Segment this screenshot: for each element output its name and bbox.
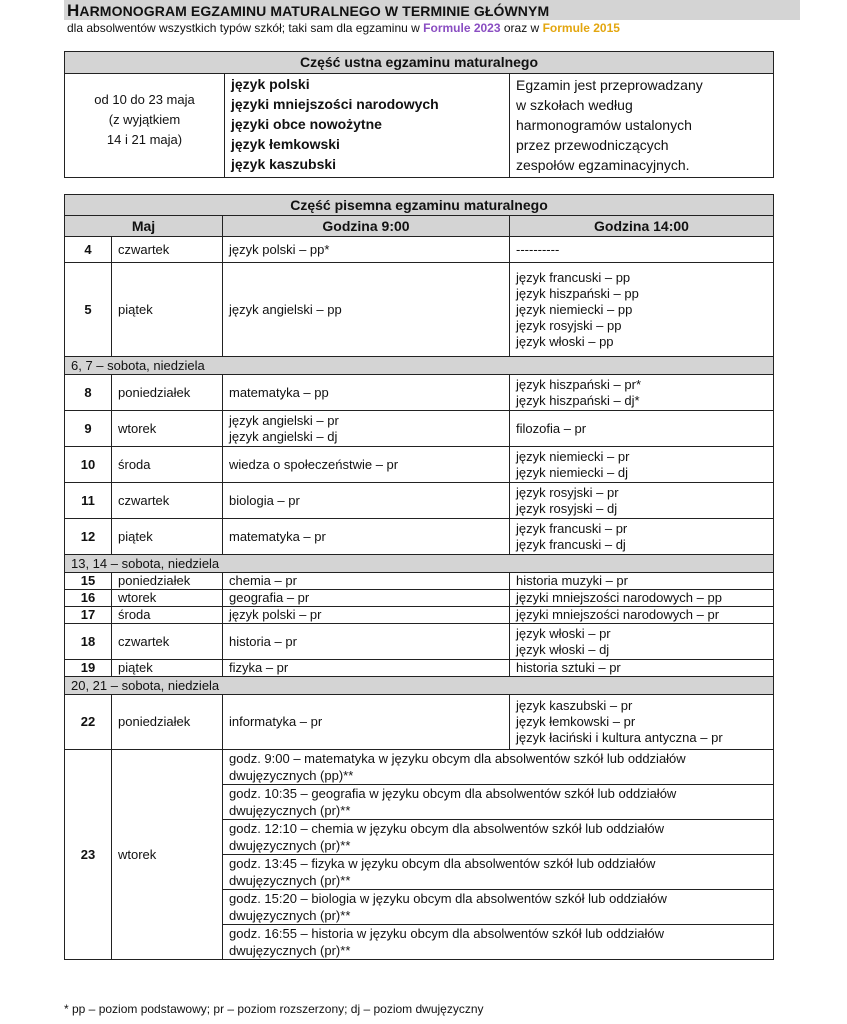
oral-note-line: w szkołach według (516, 97, 633, 113)
bilingual-exam-line: dwujęzycznych (pr)** (229, 943, 351, 958)
exam-entry: chemia – pr (229, 573, 297, 588)
morning-exams (223, 375, 510, 411)
exam-entry: język angielski – pr (229, 412, 339, 428)
bilingual-exam-line: dwujęzycznych (pr)** (229, 873, 351, 888)
col-month-header: Maj (65, 216, 223, 237)
bilingual-exam-line: godz. 12:10 – chemia w języku obcym dla absolwentów szkół lub oddziałów (229, 821, 665, 836)
bilingual-exam-line: godz. 15:20 – biologia w języku obcym dla absolwentów szkół lub oddziałów (229, 891, 667, 906)
exam-entry: język niemiecki – pp (516, 301, 633, 317)
exam-entry: historia – pr (229, 633, 297, 649)
exam-entry: język polski – pr (229, 607, 322, 622)
weekday: poniedziałek (112, 695, 223, 750)
weekend-row: 13, 14 – sobota, niedziela (65, 555, 774, 573)
oral-note-line: przez przewodniczących (516, 137, 669, 153)
bilingual-exam-line: godz. 13:45 – fizyka w języku obcym dla absolwentów szkół lub oddziałów (229, 856, 656, 871)
afternoon-exams (510, 624, 774, 660)
formula-2015-label: Formule 2015 (542, 21, 620, 35)
weekend-row: 6, 7 – sobota, niedziela (65, 357, 774, 375)
exam-entry: informatyka – pr (229, 714, 323, 729)
col-14-header: Godzina 14:00 (510, 216, 774, 237)
footnote: * pp – poziom podstawowy; pr – poziom rozszerzony; dj – poziom dwujęzyczny (64, 1002, 484, 1016)
exam-entry: geografia – pr (229, 590, 310, 605)
exam-entry: filozofia – pr (516, 420, 587, 436)
day-number: 10 (65, 447, 112, 483)
afternoon-exams (510, 411, 774, 447)
bilingual-exam-line: dwujęzycznych (pp)** (229, 768, 354, 783)
weekday: środa (112, 607, 223, 624)
day-number: 9 (65, 411, 112, 447)
schedule-row (65, 607, 774, 624)
exam-entry: język francuski – dj (516, 536, 626, 552)
afternoon-exams (510, 263, 774, 357)
bilingual-exam-entry (223, 855, 773, 890)
day-number: 17 (65, 607, 112, 624)
day-number: 15 (65, 573, 112, 590)
weekday: środa (112, 447, 223, 483)
exam-entry: ---------- (516, 241, 560, 257)
morning-exams (223, 263, 510, 357)
weekday: czwartek (112, 237, 223, 263)
oral-dates (65, 74, 225, 177)
exam-entry: historia sztuki – pr (516, 660, 621, 675)
oral-note-line: zespołów egzaminacyjnych. (516, 157, 690, 173)
day-number: 11 (65, 483, 112, 519)
oral-heading: Część ustna egzaminu maturalnego (65, 52, 773, 74)
col-9-header: Godzina 9:00 (223, 216, 510, 237)
schedule-row (65, 573, 774, 590)
weekday: wtorek (112, 590, 223, 607)
schedule-row (65, 519, 774, 555)
day-number: 4 (65, 237, 112, 263)
bilingual-exam-line: godz. 16:55 – historia w języku obcym dla absolwentów szkół lub oddziałów (229, 926, 665, 941)
afternoon-exams (510, 375, 774, 411)
morning-exams (223, 519, 510, 555)
oral-subject: język polski (231, 76, 310, 92)
afternoon-exams (510, 590, 774, 607)
oral-subject: języki mniejszości narodowych (231, 96, 439, 112)
schedule-row (65, 590, 774, 607)
exam-entry: język łemkowski – pr (516, 714, 636, 729)
weekday: poniedziałek (112, 375, 223, 411)
exam-entry: język rosyjski – pr (516, 484, 619, 500)
bilingual-exam-line: godz. 9:00 – matematyka w języku obcym dla absolwentów szkół lub oddziałów (229, 751, 686, 766)
day-number: 19 (65, 660, 112, 677)
page-title: HARMONOGRAM EGZAMINU MATURALNEGO W TERMINIE GŁÓWNYM (67, 1, 550, 20)
schedule-row (65, 237, 774, 263)
bilingual-exam-line: dwujęzycznych (pr)** (229, 908, 351, 923)
morning-exams (223, 483, 510, 519)
oral-note-line: Egzamin jest przeprowadzany (516, 77, 703, 93)
exam-entry: biologia – pr (229, 492, 300, 508)
exam-entry: język rosyjski – dj (516, 500, 618, 516)
afternoon-exams (510, 519, 774, 555)
exam-entry: język włoski – pp (516, 333, 614, 349)
exam-entry: języki mniejszości narodowych – pr (516, 607, 720, 622)
exam-entry: język angielski – dj (229, 428, 338, 444)
day-number: 23 (65, 750, 112, 960)
afternoon-exams (510, 483, 774, 519)
exam-entry: język francuski – pp (516, 269, 631, 285)
weekday: poniedziałek (112, 573, 223, 590)
exam-entry: historia muzyki – pr (516, 573, 628, 588)
oral-exam-table (64, 51, 774, 178)
morning-exams (223, 237, 510, 263)
weekday: czwartek (112, 624, 223, 660)
weekday: piątek (112, 263, 223, 357)
bilingual-exam-entry (223, 820, 773, 855)
morning-exams (223, 607, 510, 624)
morning-exams (223, 447, 510, 483)
exam-entry: język kaszubski – pr (516, 698, 633, 713)
day-number: 16 (65, 590, 112, 607)
day-number: 22 (65, 695, 112, 750)
weekday: wtorek (112, 411, 223, 447)
exam-entry: matematyka – pr (229, 528, 326, 544)
schedule-row (65, 624, 774, 660)
afternoon-exams (510, 237, 774, 263)
bilingual-exam-entry (223, 925, 773, 959)
schedule-row (65, 263, 774, 357)
oral-dates-exception-days: 14 i 21 maja) (106, 132, 183, 147)
exam-entry: język włoski – dj (516, 641, 610, 657)
oral-dates-exception: (z wyjątkiem (108, 112, 181, 127)
afternoon-exams (510, 607, 774, 624)
exam-entry: język niemiecki – dj (516, 464, 628, 480)
oral-dates-range: od 10 do 23 maja (94, 92, 195, 107)
bilingual-exam-line: dwujęzycznych (pr)** (229, 838, 351, 853)
exam-entry: język łaciński i kultura antyczna – pr (516, 730, 723, 745)
oral-subject: język kaszubski (231, 156, 337, 172)
afternoon-exams (510, 660, 774, 677)
schedule-row (65, 660, 774, 677)
oral-note-line: harmonogramów ustalonych (516, 117, 692, 133)
exam-entry: język włoski – pr (516, 625, 611, 641)
oral-subject: języki obce nowożytne (231, 116, 382, 132)
schedule-row (65, 483, 774, 519)
exam-entry: język hiszpański – pp (516, 285, 639, 301)
written-heading: Część pisemna egzaminu maturalnego (65, 195, 774, 216)
oral-subjects (225, 74, 510, 177)
exam-entry: matematyka – pp (229, 384, 329, 400)
morning-exams (223, 573, 510, 590)
written-exam-table (64, 194, 774, 960)
afternoon-exams (510, 573, 774, 590)
bilingual-exams (223, 750, 774, 960)
weekday: czwartek (112, 483, 223, 519)
schedule-row (65, 447, 774, 483)
day-number: 5 (65, 263, 112, 357)
schedule-row (65, 695, 774, 750)
morning-exams (223, 411, 510, 447)
morning-exams (223, 660, 510, 677)
weekday: wtorek (112, 750, 223, 960)
exam-entry: wiedza o społeczeństwie – pr (229, 456, 399, 472)
bilingual-exam-line: godz. 10:35 – geografia w języku obcym dla absolwentów szkół lub oddziałów (229, 786, 677, 801)
schedule-row (65, 375, 774, 411)
schedule-row-23 (65, 750, 774, 960)
exam-entry: język francuski – pr (516, 520, 628, 536)
exam-entry: język hiszpański – pr* (516, 376, 641, 392)
exam-entry: języki mniejszości narodowych – pp (516, 590, 722, 605)
day-number: 18 (65, 624, 112, 660)
bilingual-exam-line: dwujęzycznych (pr)** (229, 803, 351, 818)
day-number: 12 (65, 519, 112, 555)
morning-exams (223, 590, 510, 607)
afternoon-exams (510, 695, 774, 750)
weekday: piątek (112, 660, 223, 677)
weekend-row: 20, 21 – sobota, niedziela (65, 677, 774, 695)
day-number: 8 (65, 375, 112, 411)
exam-entry: język rosyjski – pp (516, 317, 622, 333)
exam-entry: język niemiecki – pr (516, 448, 630, 464)
schedule-row (65, 411, 774, 447)
afternoon-exams (510, 447, 774, 483)
bilingual-exam-entry (223, 750, 773, 785)
oral-note (510, 74, 773, 177)
morning-exams (223, 624, 510, 660)
oral-subject: język łemkowski (231, 136, 340, 152)
exam-entry: język polski – pp* (229, 241, 330, 257)
morning-exams (223, 695, 510, 750)
exam-entry: fizyka – pr (229, 660, 289, 675)
page-subtitle: dla absolwentów wszystkich typów szkół; taki sam dla egzaminu w Formule 2023 oraz w Formule 2015 (67, 21, 620, 35)
weekday: piątek (112, 519, 223, 555)
exam-entry: język hiszpański – dj* (516, 392, 640, 408)
bilingual-exam-entry (223, 785, 773, 820)
formula-2023-label: Formule 2023 (423, 21, 501, 35)
bilingual-exam-entry (223, 890, 773, 925)
exam-entry: język angielski – pp (229, 301, 342, 317)
